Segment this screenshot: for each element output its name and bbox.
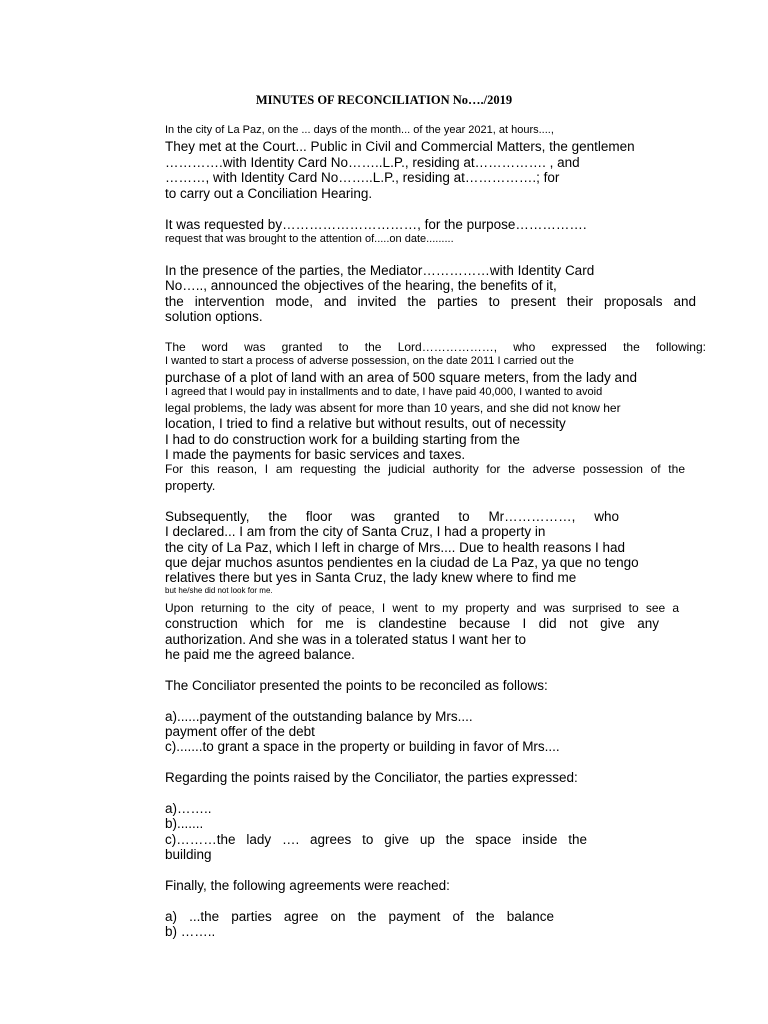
text-line: For this reason, I am requesting the judicial authority for the adverse possession of the [165,462,685,476]
text-line: que dejar muchos asuntos pendientes en la ciudad de La Paz, ya que no tengo [165,555,639,570]
text-line: location, I tried to find a relative but without results, out of necessity [165,416,566,431]
list-item: building [165,847,212,862]
text-line: but he/she did not look for me. [165,586,273,595]
text-line: solution options. [165,309,263,324]
text-line: construction which for me is clandestine because I did not give any [165,616,659,631]
list-item: b) …….. [165,924,216,939]
intro-line: In the city of La Paz, on the ... days of the month... of the year 2021, at hours...., [165,124,554,136]
text-line: the city of La Paz, which I left in charge of Mrs.... Due to health reasons I had [165,540,625,555]
text-line: Upon returning to the city of peace, I went to my property and was surprised to see a [165,601,679,615]
text-line: ………, with Identity Card No……..L.P., residing at…………….; for [165,170,560,185]
text-line: to carry out a Conciliation Hearing. [165,186,373,201]
text-line: The Conciliator presented the points to be reconciled as follows: [165,678,548,693]
text-line: he paid me the agreed balance. [165,647,355,662]
list-item: b)....... [165,816,204,831]
list-item: a) ...the parties agree on the payment of the balance [165,909,554,924]
list-item: payment offer of the debt [165,724,315,739]
text-line: purchase of a plot of land with an area of 500 square meters, from the lady and [165,370,638,385]
text-line: ………….with Identity Card No……..L.P., residing at……………. , and [165,155,580,170]
text-line: I declared... I am from the city of Santa Cruz, I had a property in [165,524,546,539]
text-line: I agreed that I would pay in installments and to date, I have paid 40,000, I wanted to avoid [165,386,603,398]
text-line: In the presence of the parties, the Mediator……………with Identity Card [165,263,595,278]
text-line: I made the payments for basic services and taxes. [165,447,466,462]
document-title: MINUTES OF RECONCILIATION No…./2019 [255,93,513,107]
text-line: authorization. And she was in a tolerated status I want her to [165,632,526,647]
text-line: legal problems, the lady was absent for more than 10 years, and she did not know her [165,401,621,415]
text-line: request that was brought to the attention of.....on date......... [165,233,454,245]
list-item: a)......payment of the outstanding balance by Mrs.... [165,709,473,724]
text-line: Subsequently, the floor was granted to Mr……………, who [165,509,619,524]
text-line: property. [165,478,216,493]
text-line: No….., announced the objectives of the hearing, the benefits of it, [165,278,557,293]
list-item: c)………the lady …. agrees to give up the space inside the [165,832,587,847]
text-line: They met at the Court... Public in Civil and Commercial Matters, the gentlemen [165,139,635,154]
list-item: c).......to grant a space in the property or building in favor of Mrs.... [165,739,560,754]
list-item: a)…….. [165,801,212,816]
text-line: I had to do construction work for a building starting from the [165,432,520,447]
text-line: I wanted to start a process of adverse possession, on the date 2011 I carried out the [165,355,574,367]
text-line: the intervention mode, and invited the parties to present their proposals and [165,294,696,309]
text-line: Finally, the following agreements were reached: [165,878,450,893]
text-line: It was requested by…………………………, for the purpose……………. [165,217,587,232]
text-line: Regarding the points raised by the Conciliator, the parties expressed: [165,770,578,785]
text-line: The word was granted to the Lord………………, who expressed the following: [165,340,706,354]
text-line: relatives there but yes in Santa Cruz, the lady knew where to find me [165,570,577,585]
